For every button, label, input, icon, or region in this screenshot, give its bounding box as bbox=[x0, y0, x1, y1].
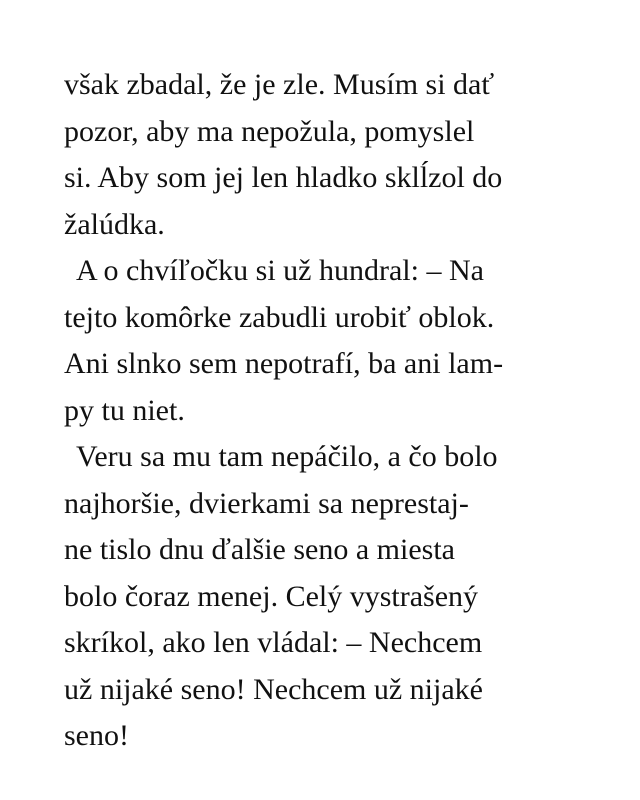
text-line: ne tislo dnu ďalšie seno a miesta bbox=[64, 533, 455, 566]
text-line: najhoršie, dvierkami sa neprestaj- bbox=[64, 486, 469, 520]
text-line: si. Aby som jej len hladko sklĺzol do bbox=[64, 161, 503, 194]
text-line: tejto komôrke zabudli urobiť oblok. bbox=[64, 300, 495, 334]
text-line: skríkol, ako len vládal: – Nechcem bbox=[64, 626, 483, 659]
text-line: bolo čoraz menej. Celý vystrašený bbox=[64, 579, 479, 613]
text-line: seno! bbox=[64, 719, 129, 752]
text-line: py tu niet. bbox=[64, 393, 185, 427]
story-text bbox=[64, 62, 624, 760]
text-line: žalúdka. bbox=[64, 207, 165, 241]
paragraph-start-line: A o chvíľočku si už hundral: – Na bbox=[76, 254, 484, 287]
text-line: však zbadal, že je zle. Musím si dať bbox=[64, 68, 495, 101]
text-line: už nijaké seno! Nechcem už nijaké bbox=[64, 672, 483, 706]
paragraph-start-line: Veru sa mu tam nepáčilo, a čo bolo bbox=[76, 440, 498, 473]
text-line: pozor, aby ma nepožula, pomyslel bbox=[64, 114, 475, 148]
text-line: Ani slnko sem nepotrafí, ba ani lam- bbox=[64, 347, 504, 380]
